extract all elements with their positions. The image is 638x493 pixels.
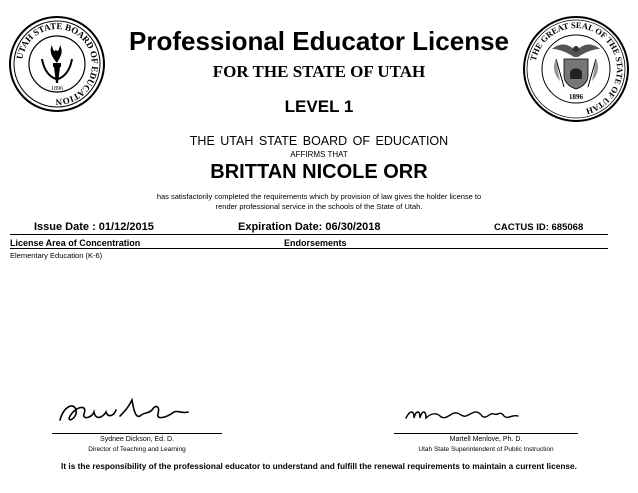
license-statement xyxy=(150,192,488,212)
header-divider-bottom xyxy=(10,248,608,249)
right-signer-name: Martell Menlove, Ph. D. xyxy=(449,436,523,443)
statement-line-1: has satisfactorily completed the requirements which by provision of law gives the holder license to xyxy=(156,192,482,201)
license-title: Professional Educator License xyxy=(128,26,509,56)
area-item: Elementary Education (K-6) xyxy=(10,251,103,260)
affirms-text: AFFIRMS THAT xyxy=(290,150,348,159)
right-signature-line xyxy=(394,433,578,434)
renewal-footer: It is the responsibility of the professional educator to understand and fulfill the renewal requirements to maintain a current license. xyxy=(61,461,577,471)
holder-name: BRITTAN NICOLE ORR xyxy=(210,161,428,183)
expiration-date: Expiration Date: 06/30/2018 xyxy=(238,221,381,233)
endorsements-header: Endorsements xyxy=(284,238,347,248)
area-list xyxy=(10,251,102,260)
statement-line-2: render professional service in the schools of the State of Utah. xyxy=(215,202,423,211)
header-divider-top xyxy=(10,234,608,235)
issue-date: Issue Date : 01/12/2015 xyxy=(34,221,154,233)
left-signer-role: Director of Teaching and Learning xyxy=(88,446,186,453)
license-level: LEVEL 1 xyxy=(284,97,354,116)
area-header: License Area of Concentration xyxy=(10,238,141,248)
left-signer-name: Sydnee Dickson, Ed. D. xyxy=(100,436,174,443)
right-signer-role: Utah State Superintendent of Public Instruction xyxy=(418,446,554,453)
license-subtitle: FOR THE STATE OF UTAH xyxy=(212,62,426,81)
board-seal-year: 1896 xyxy=(51,86,63,92)
state-seal-year: 1896 xyxy=(569,93,583,101)
state-seal-ring-text: THE GREAT SEAL OF THE STATE OF UTAH xyxy=(527,19,626,117)
left-signature xyxy=(54,392,194,430)
cactus-id: CACTUS ID: 685068 xyxy=(494,222,584,233)
board-statement: THE UTAH STATE BOARD OF EDUCATION xyxy=(189,134,449,148)
left-signature-line xyxy=(52,433,222,434)
right-signature xyxy=(402,398,522,432)
board-seal-ring-text: UTAH STATE BOARD OF EDUCATION xyxy=(14,20,101,108)
